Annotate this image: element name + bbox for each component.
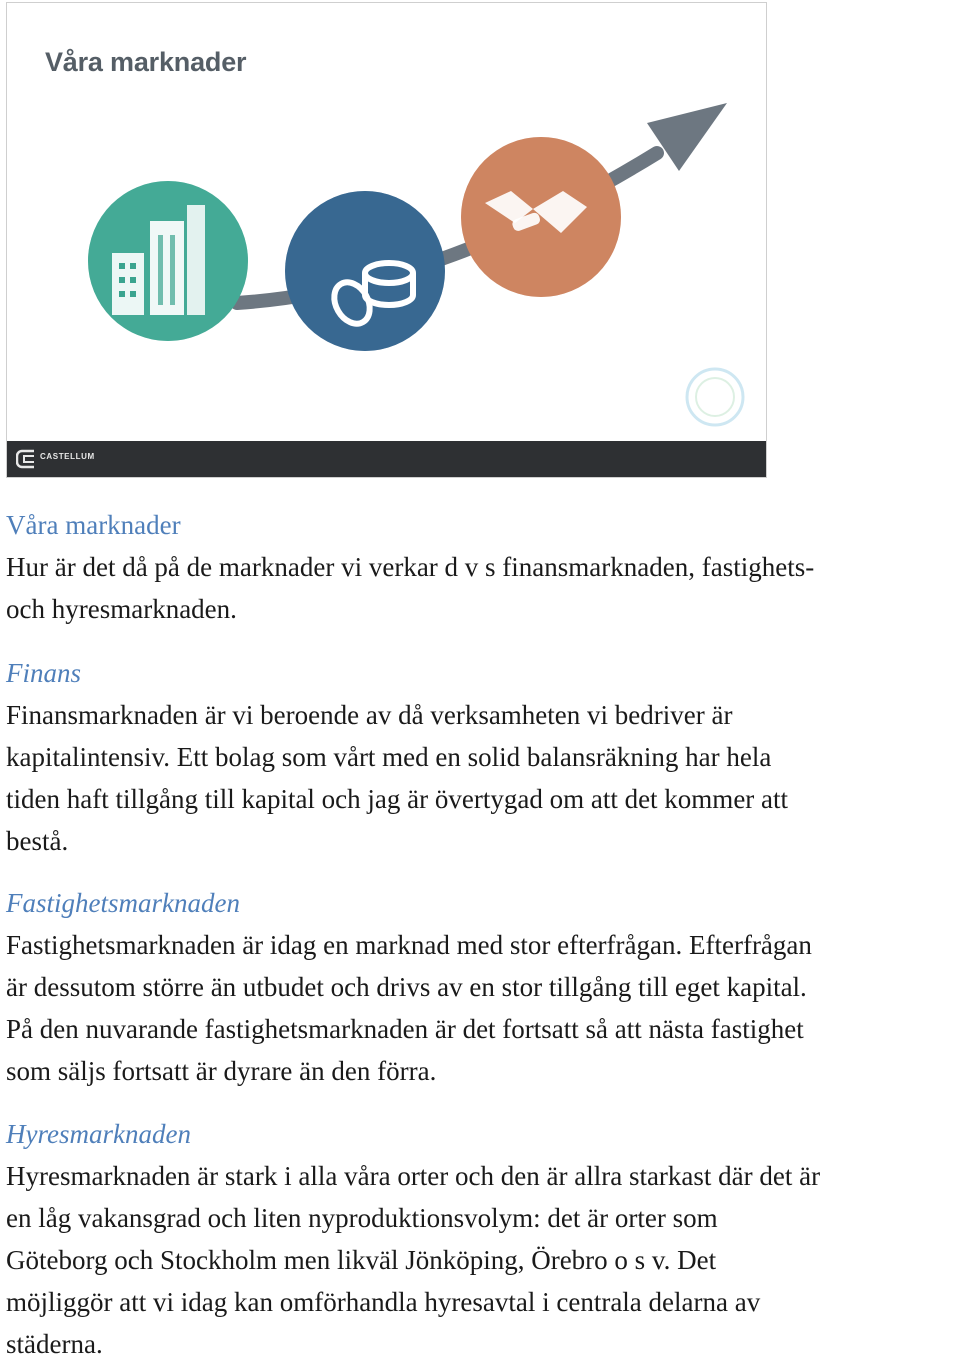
paragraph-line: Fastighetsmarknaden är idag en marknad med stor efterfrågan. Efterfrågan bbox=[6, 930, 812, 960]
paragraph-line: bestå. bbox=[6, 826, 69, 856]
footer-brand: CASTELLUM bbox=[40, 452, 95, 461]
arrow-head bbox=[647, 103, 727, 171]
section-heading: Våra marknader bbox=[6, 510, 181, 540]
paragraph-line: Hur är det då på de marknader vi verkar d v s finansmarknaden, fastighets- bbox=[6, 552, 815, 582]
seal-logo bbox=[687, 369, 743, 425]
section-heading: Finans bbox=[6, 658, 82, 688]
paragraph-line: är dessutom större än utbudet och drivs av en stor tillgång till eget kapital. bbox=[6, 972, 807, 1002]
section-fastighetsmarknaden bbox=[6, 882, 956, 1092]
slide-footer bbox=[7, 441, 766, 477]
paragraph-line: På den nuvarande fastighetsmarknaden är det fortsatt så att nästa fastighet bbox=[6, 1014, 804, 1044]
coins-circle-icon bbox=[285, 191, 445, 351]
handshake-circle-icon bbox=[461, 137, 621, 297]
paragraph-line: Göteborg och Stockholm men likväl Jönköping, Örebro o s v. Det bbox=[6, 1245, 717, 1275]
paragraph-line: tiden haft tillgång till kapital och jag är övertygad om att det kommer att bbox=[6, 784, 789, 814]
slide-title: Våra marknader bbox=[45, 47, 247, 77]
city-circle-icon bbox=[88, 181, 248, 341]
paragraph-line: som säljs fortsatt är dyrare än den förra. bbox=[6, 1056, 437, 1086]
section-hyresmarknaden bbox=[6, 1113, 956, 1365]
paragraph-line: och hyresmarknaden. bbox=[6, 594, 237, 624]
section-finans bbox=[6, 652, 956, 862]
section-heading: Fastighetsmarknaden bbox=[6, 888, 240, 918]
paragraph-line: en låg vakansgrad och liten nyproduktionsvolym: det är orter som bbox=[6, 1203, 718, 1233]
paragraph-line: Finansmarknaden är vi beroende av då verksamheten vi bedriver är bbox=[6, 700, 733, 730]
paragraph-line: städerna. bbox=[6, 1329, 103, 1359]
section-heading: Hyresmarknaden bbox=[6, 1119, 191, 1149]
paragraph-line: möjliggör att vi idag kan omförhandla hyresavtal i centrala delarna av bbox=[6, 1287, 761, 1317]
paragraph-line: Hyresmarknaden är stark i alla våra orter och den är allra starkast där det är bbox=[6, 1161, 821, 1191]
paragraph-line: kapitalintensiv. Ett bolag som vårt med en solid balansräkning har hela bbox=[6, 742, 772, 772]
slide-image bbox=[6, 2, 767, 478]
castellum-logo-icon bbox=[16, 448, 36, 470]
section-vara-marknader bbox=[6, 504, 956, 630]
